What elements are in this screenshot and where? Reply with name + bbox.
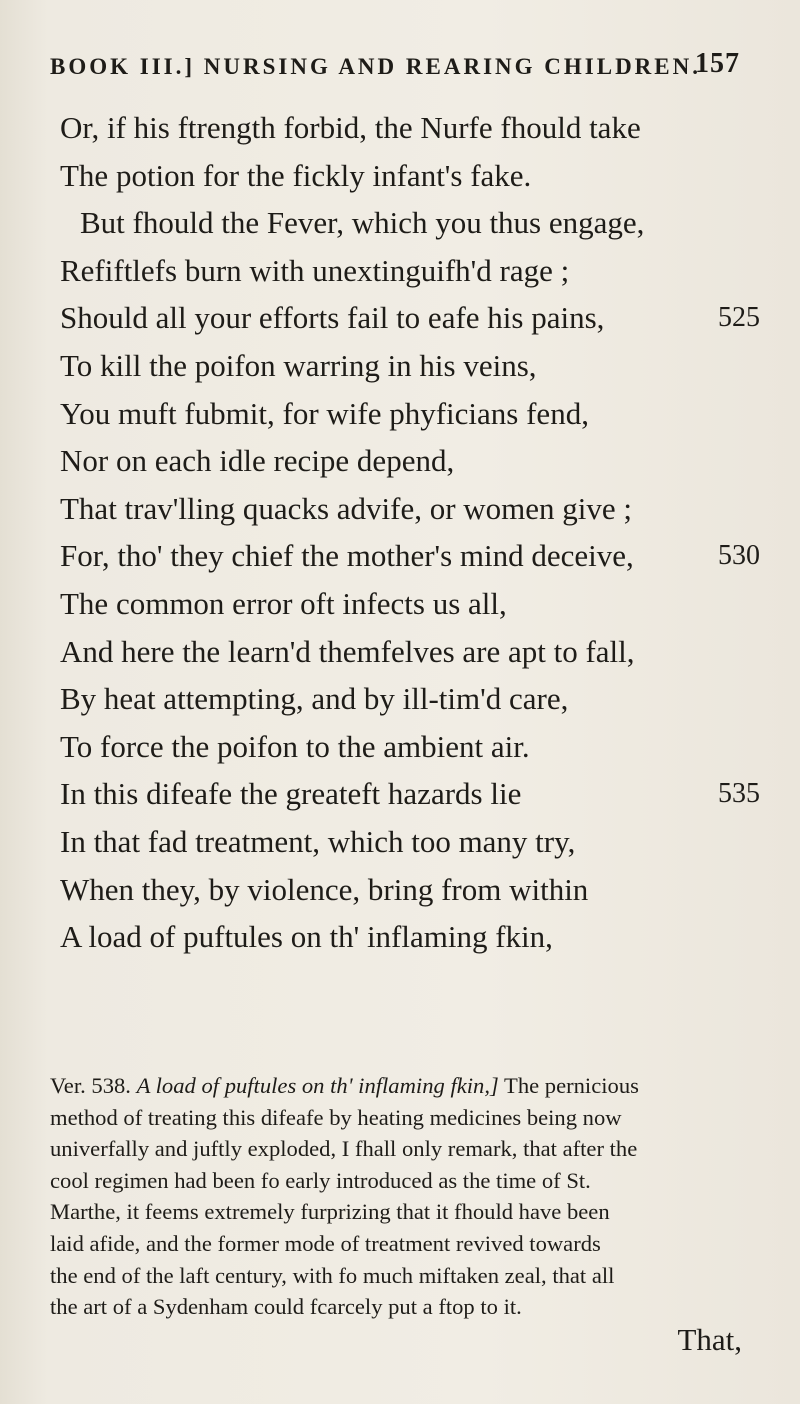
verse-line: That trav'lling quacks advife, or women give ;	[60, 490, 633, 526]
verse-line: Refiftlefs burn with unextinguifh'd rage ;	[60, 252, 570, 288]
line-number: 530	[718, 540, 760, 572]
verse-line: By heat attempting, and by ill-tim'd care,	[60, 681, 569, 717]
verse-line: Should all your efforts fail to eafe his pains, 525	[60, 294, 760, 342]
footnote-line: Marthe, it feems extremely furprizing that it fhould have been	[50, 1199, 610, 1225]
verse-line: When they, by violence, bring from within	[60, 871, 589, 907]
footnote-ver-label: Ver. 538.	[50, 1073, 131, 1098]
verse-line: The potion for the fickly infant's fake.	[60, 157, 532, 193]
verse-line: In this difeafe the greateft hazards lie 535	[60, 770, 760, 818]
footnote-line: laid afide, and the former mode of treatment revived towards	[50, 1230, 601, 1256]
footnote-line: the art of a Sydenham could fcarcely put a ftop to it.	[50, 1294, 522, 1320]
verse-line: But fhould the Fever, which you thus engage,	[80, 205, 645, 241]
line-number: 535	[718, 778, 760, 810]
footnote-line: the end of the laft century, with fo much miftaken zeal, that all	[50, 1262, 615, 1288]
footnote-line: cool regimen had been fo early introduced as the time of St.	[50, 1167, 591, 1193]
verse-line: In that fad treatment, which too many try,	[60, 823, 576, 859]
footnote-first-line: Ver. 538. A load of puftules on th' inflaming fkin,] The pernicious	[50, 1073, 639, 1098]
line-number: 525	[718, 302, 760, 334]
verse-line: A load of puftules on th' inflaming fkin,	[60, 919, 553, 955]
verse-line: The common error oft infects us all,	[60, 585, 507, 621]
page-header	[50, 48, 740, 94]
verse-line: For, tho' they chief the mother's mind deceive, 530	[60, 532, 760, 580]
verse-line: You muft fubmit, for wife phyficians fend,	[60, 395, 589, 431]
footnote-line: method of treating this difeafe by heating medicines being now	[50, 1104, 622, 1130]
verse-line: Nor on each idle recipe depend,	[60, 443, 455, 479]
running-head: BOOK III.] NURSING AND REARING CHILDREN.	[50, 54, 701, 79]
verse-line: Or, if his ftrength forbid, the Nurfe fhould take	[60, 110, 641, 145]
verse-line: To force the poifon to the ambient air.	[60, 728, 530, 764]
footnote	[50, 1070, 762, 1323]
page-number: 157	[695, 48, 740, 79]
footnote-line: univerfally and juftly exploded, I fhall only remark, that after the	[50, 1136, 638, 1162]
verse-line: And here the learn'd themfelves are apt to fall,	[60, 633, 635, 669]
verse-block	[60, 104, 760, 961]
footnote-reference: A load of puftules on th' inflaming fkin,]	[136, 1073, 499, 1098]
verse-line: To kill the poifon warring in his veins,	[60, 347, 537, 383]
catchword: That,	[677, 1322, 742, 1357]
